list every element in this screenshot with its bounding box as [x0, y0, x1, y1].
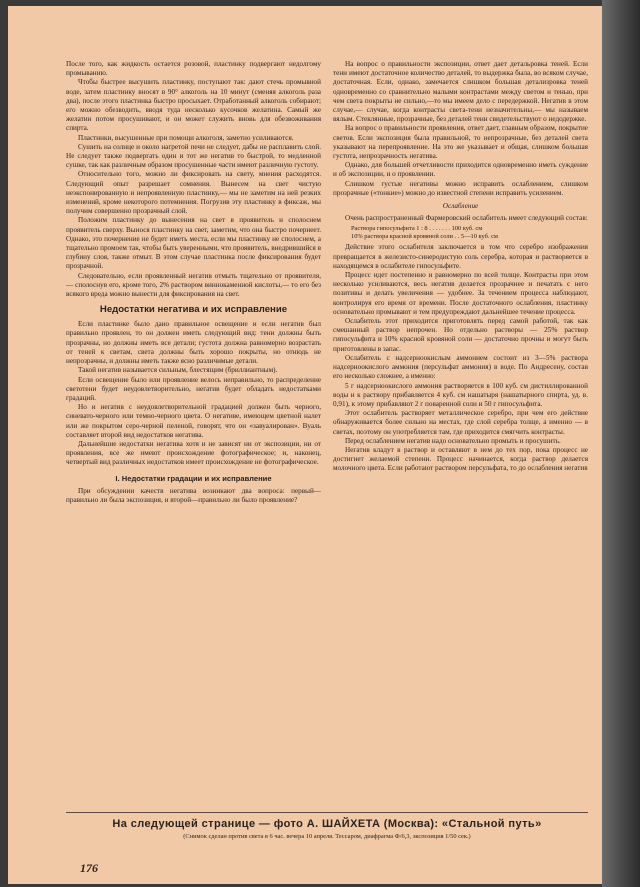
paragraph: При обсуждении качеств негатива возникают два вопроса: первый—правильно ли была экспозиция, и второй—правильно ли было проявление? — [66, 486, 321, 504]
magazine-page — [8, 6, 602, 884]
paragraph: Но и негатив с неудовлетворительной градацией должен быть черного, синевато-черного или темно-черного цвета. О негативе, имеющем цветной налет или же покрытом серо-черной пеленой, говорят, что он «завуалирован». Вуаль составляет второй вид недостатков негатива. — [66, 403, 321, 439]
paragraph: Негатив кладут в раствор и оставляют в нем до тех пор, пока процесс не достигнет желаемой степени. Процесс начинается, когда раствор делается молочного цвета. Если работают раствором персульфата, то до ослабления негатив — [333, 445, 588, 473]
paragraph: После того, как жидкость остается розовой, пластинку подвергают недолгому промыванию. — [66, 60, 321, 78]
footer-note: (Снимок сделан против света в 6 час. вечера 10 апреля. Тессаром, диафрагма Ф/6,3, экспозиция 1/50 сек.) — [183, 833, 471, 840]
paragraph: На вопрос о правильности экспозиции, ответ дает детальровка теней. Если тени имеют достаточное количество деталей, то выдержка была, во всяком случае, достаточная. Если, однако, замечается слишком большая детализровка теней одновременно со сравнительно малыми контрастами между светом и тенью, при чем света покрыты не сильно,—то мы имеем дело с передержкой. Негатив в этом случае,— случае, когда контрасты света-тени незначительны,— мы называем вялым. Стеклянные, прозрачные, без деталей тени свидетельствуют о недодержке. — [333, 60, 588, 124]
formula-block — [333, 225, 588, 241]
footer-divider — [66, 812, 588, 813]
paragraph: Положим пластинку до вынесения на свет в проявитель и сполоснем проявитель сверху. Вынося пластинку на свет, заметим, что она быстро почернеет. Однако, это почернение не будет иметь места, если мы пластинку не сполоснем, а тщательно промоем так, чтобы быть уверенными, что проявитель, внедрившийся в глубину слоя, также отмыт. В этом случае пластинка после фиксирования будет прозрачной. — [66, 216, 321, 271]
paragraph: Чтобы быстрее высушить пластинку, поступают так: дают стечь промывной воде, затем пластинку вносят в 90° алкоголь на 10 минут (сменяя алкоголь раза два), после этого пластинка быстро просыхает. Отработанный алкоголь собирают; его можно обезводить, вводя туда несколько кусочков желатина. Самый же желатин потом просушивают, и он может служить вновь для обезвоживания спирта. — [66, 78, 321, 133]
footer — [66, 818, 588, 840]
subsection-heading: I. Недостатки градации и их исправление — [115, 473, 272, 483]
paragraph: Такой негатив называется сильным, блестящим (бриллиантным). — [78, 366, 278, 375]
section-heading: Недостатки негатива и их исправление — [99, 304, 288, 316]
paragraph: Если пластинке было дано правильное освещение и если негатив был правильно проявлен, то он должен иметь следующий вид: тени должны быть прозрачны, но должны иметь все детали; густота должна равномерно возрастать от теней к светам, света должны быть хорошо покрыты, но отнюдь не непрозрачны, и должны иметь также ясно различимые детали. — [66, 320, 321, 366]
page-edge-shadow — [602, 0, 640, 887]
subsection-heading: Ослабление — [442, 202, 479, 211]
paragraph: Если освещение было или проявление велось неправильно, то распределение светотени будет неудовлетворительно, негатив будет обладать недостатками градаций. — [66, 375, 321, 402]
paragraph: Этот ослабитель растворяет металлическое серебро, при чем его действие обнаруживается более сильно на местах, где слой серебра толще, а именно — в светах, поэтому он употребляется там, где приходится смягчить контрасты. — [333, 409, 588, 436]
page-number: 176 — [80, 861, 98, 875]
paragraph: Сушить на солнце и около нагретой печи не следует, дабы не расплавить слой. Не следует также подвергать один и тот же негатив то быстрой, то медленной сушке, так как различным образом просушенные части имеют различную густоту. — [66, 142, 321, 170]
paragraph: Ослабитель этот приходится приготовлять перед самой работой, так как смешанный раствор непрочен. Но отдельно растворы — 25% раствор гипосульфита и 10% красной кровяной соли — достаточно прочны и могут быть приготовлены в запас. — [333, 317, 588, 353]
paragraph: Перед ослаблением негатив надо основательно промыть и просушить. — [345, 436, 561, 445]
paragraph: Пластинки, высушенные при помощи алкоголя, заметно усиливаются. — [78, 133, 294, 142]
paragraph: Слишком густые негативы можно исправить ослаблением, слишком прозрачные («тонкие») можно до известной степени исправить усилением. — [333, 179, 588, 197]
paragraph: Относительно того, можно ли фиксировать на свету, мнения расходятся. Следующий опыт разрешает сомнения. Вынесем на свет чистую неэкспонированную и непроявленную пластинку,— мы не заметим на ней резких изменений, кроме некоторого потемнения. Погрузив эту пластинку в фиксаж, мы получим совершенно прозрачный слой. — [66, 170, 321, 216]
paragraph: Следовательно, если проявленный негатив отмыть тщательно от проявителя,— сполоснув его, кроме того, 2% раствором виннокаменной кислоты,— то его без всякого вреда можно вынести для фиксирования на свет. — [66, 271, 321, 299]
paragraph: Очень распространенный Фармеровский ослабитель имеет следующий состав: — [345, 214, 588, 223]
footer-caption: На следующей странице — фото А. ШАЙХЕТА (Москва): «Стальной путь» — [112, 818, 542, 830]
formula-line: 10% раствора красной кровяной соли . . 5—10 куб. см — [351, 233, 498, 241]
formula-line: Раствора гипосульфита 1 : 8 . . . . . . . 100 куб. см — [351, 225, 483, 233]
paragraph: На вопрос о правильности проявления, ответ дает, главным образом, покрытие светов. Если экспозиция была правильной, то непрозрачные, без деталей света указывают на перепроявление. На это же указывает и общая, слишком большая густота, непрозрачность негатива. — [333, 124, 588, 161]
paragraph: Ослабитель с надсерноокислым аммонием состоит из 3—5% раствора надсерноокислого аммония (персульфат аммония) в воде. По Андресену, состав его несколько сложнее, а именно: — [333, 353, 588, 381]
paragraph: Процесс идет постепенно и равномерно по всей толще. Контрасты при этом несколько усиливаются, весь негатив делается прозрачнее и печатать с него позитивы и делать увеличения — удобнее. За течением процесса наблюдают, контролируя его время от времени. После достаточного ослабления, пластинку основательно промывают и тем предупреждают дальнейшее течение процесса. — [333, 271, 588, 316]
paragraph: 5 г надсерноокислого аммония растворяется в 100 куб. см дистиллированной воды и к раствору прибавляется 4 куб. см нашатыря (нашатырного спирта, уд. в. 0,91), к этому прибавляют 2 г поваренной соли и 50 г гипосульфита. — [333, 381, 588, 408]
paragraph: Дальнейшие недостатки негатива хотя и не зависят ни от экспозиции, ни от проявления, все же имеют происхождение фотографическое; и, наконец, четвертый вид различных недостатков имеет происхождение не фотографическое. — [66, 439, 321, 467]
paragraph: Действие этого ослабителя заключается в том что серебро изображения превращается в железисто-синеродистую соль серебра, которая и растворяется в находящемся в ослабителе гипосульфите. — [333, 243, 588, 270]
left-column — [66, 60, 321, 505]
right-column — [333, 60, 588, 474]
paragraph: Однако, для большей отчетливости приходится одновременно иметь суждение и об экспозиции, и о проявлении. — [333, 161, 588, 179]
